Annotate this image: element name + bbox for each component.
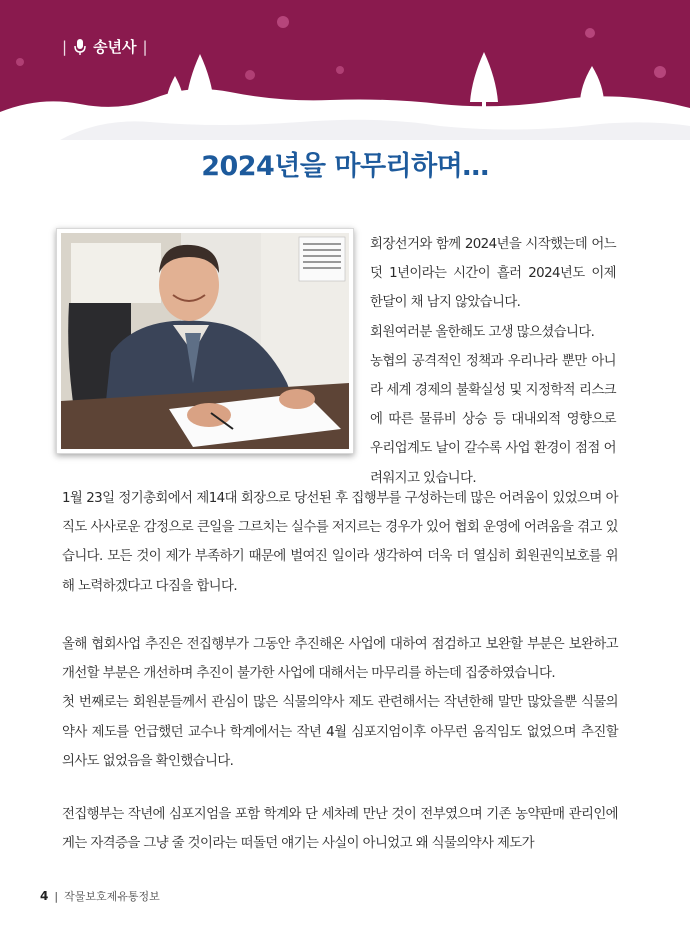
divider: | [54, 889, 59, 903]
lead-paragraph: 회장선거와 함께 2024년을 시작했는데 어느덧 1년이라는 시간이 흘러 2024년도 이제 한달이 채 남지 않았습니다. [370, 237, 616, 311]
president-photo [56, 228, 354, 454]
body-section [62, 630, 618, 776]
microphone-icon [73, 38, 87, 56]
lead-paragraph: 농협의 공격적인 정책과 우리나라 뿐만 아니라 세계 경제의 불확실성 및 지정학적 리스크에 따른 물류비 상승 등 대내외적 영향으로 우리업계도 날이 갈수록 사업 환경이 점점 어려워지고 있습니다. [370, 353, 616, 486]
page-number: 4 [40, 889, 49, 903]
page-title: 2024년을 마무리하며… [201, 151, 489, 182]
lead-text [370, 230, 616, 493]
body-paragraph: 첫 번째로는 회원분들께서 관심이 많은 식물의약사 제도 관련해서는 작년한해 말만 많았을뿐 식물의약사 제도를 언급했던 교수나 학계에서는 작년 4월 심포지엄이후 아무런 움직임도 없었으며 추진할 의사도 없었음을 확인했습니다. [62, 695, 618, 769]
lead-paragraph: 회원여러분 올한해도 고생 많으셨습니다. [370, 324, 595, 340]
body-paragraph: 전집행부는 작년에 심포지엄을 포함 학계와 단 세차례 만난 것이 전부였으며 기존 농약판매 관리인에게는 자격증을 그냥 줄 것이라는 떠돌던 얘기는 사실이 아니었고 왜 식물의약사 제도가 [62, 807, 618, 852]
portrait-illustration [61, 233, 349, 449]
page-footer [40, 888, 160, 904]
divider: | [62, 37, 68, 56]
section-label-text: 송년사 [93, 38, 137, 56]
body-paragraph: 1월 23일 정기총회에서 제14대 회장으로 당선된 후 집행부를 구성하는데 많은 어려움이 있었으며 아직도 사사로운 감정으로 큰일을 그르치는 실수를 저지르는 경우가 있어 협회 운영에 어려움을 겪고 있습니다. 모든 것이 제가 부족하기 때문에 벌여진 일이라 생각하여 더욱 더 열심히 회원권익보호를 위해 노력하겠다고 다짐을 합니다. [62, 491, 618, 594]
body-section [62, 484, 618, 601]
divider: | [142, 37, 148, 56]
publication-name: 작물보호제유통정보 [64, 890, 160, 903]
body-section [62, 800, 618, 858]
header-banner [0, 0, 690, 140]
body-paragraph: 올해 협회사업 추진은 전집행부가 그동안 추진해온 사업에 대하여 점검하고 보완할 부분은 보완하고 개선할 부분은 개선하며 추진이 불가한 사업에 대해서는 마무리를 하는데 집중하였습니다. [62, 637, 618, 682]
section-label [62, 36, 148, 57]
